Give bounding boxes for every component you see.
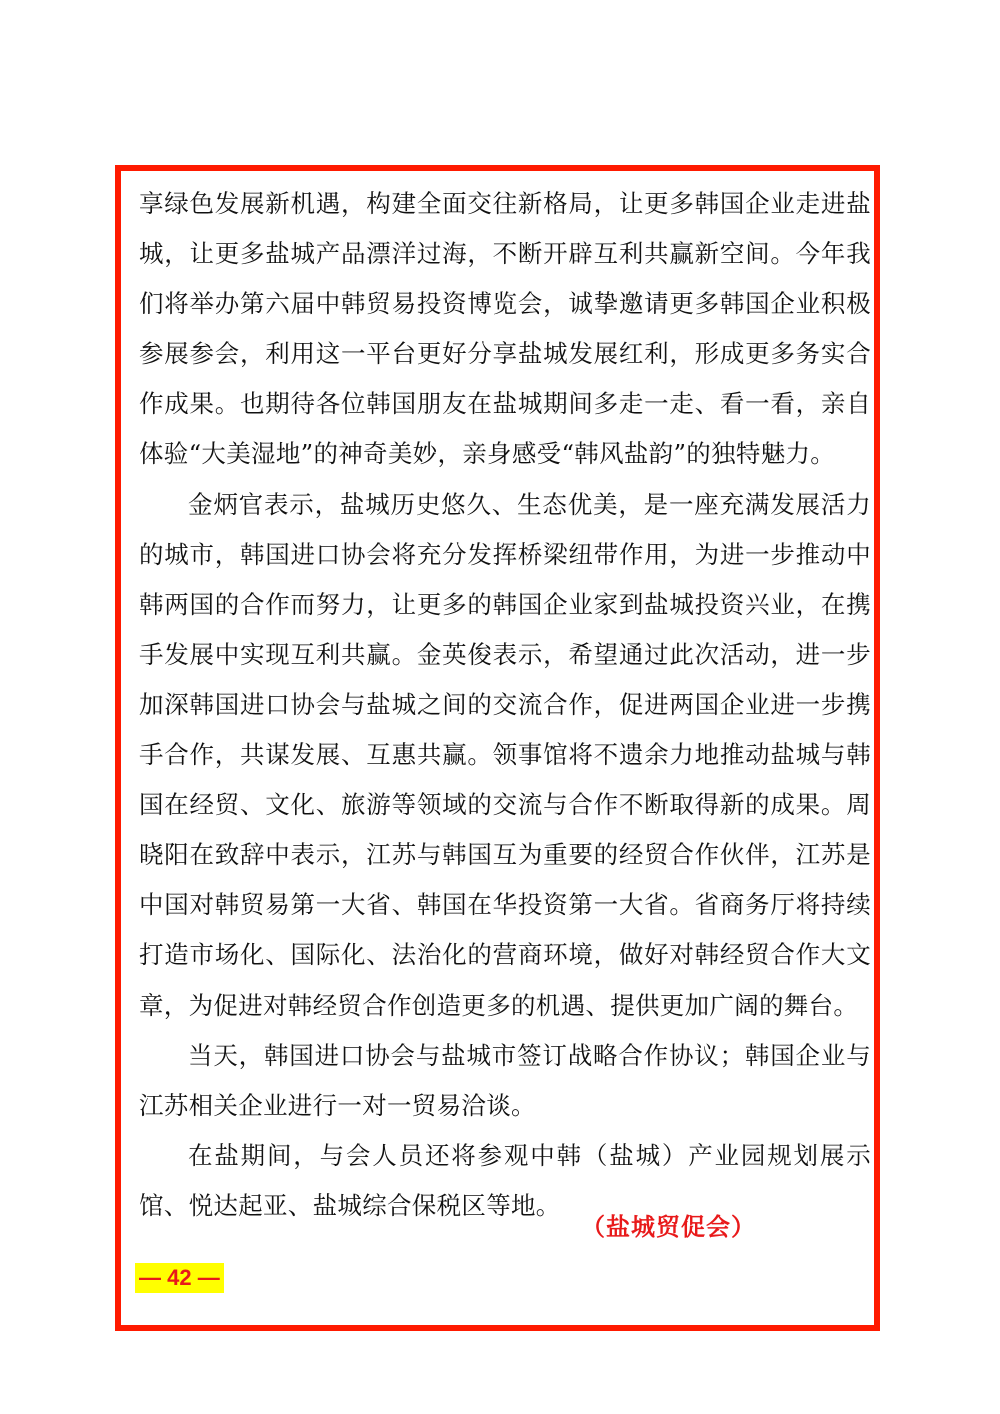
article-paragraph-4: 在盐期间，与会人员还将参观中韩（盐城）产业园规划展示馆、悦达起亚、盐城综合保税区等地。	[139, 1140, 871, 1220]
red-border-frame	[115, 165, 880, 1331]
article-body	[139, 179, 871, 1231]
article-source: （盐城贸促会）	[581, 1212, 756, 1241]
page-number: — 42 —	[135, 1263, 224, 1293]
article-paragraph-1: 享绿色发展新机遇，构建全面交往新格局，让更多韩国企业走进盐城，让更多盐城产品漂洋过海，不断开辟互利共赢新空间。今年我们将举办第六届中韩贸易投资博览会，诚挚邀请更多韩国企业积极参展参会，利用这一平台更好分享盐城发展红利，形成更多务实合作成果。也期待各位韩国朋友在盐城期间多走一走、看一看，亲自体验“大美湿地”的神奇美妙，亲身感受“韩风盐韵”的独特魅力。	[139, 189, 871, 469]
article-paragraph-3: 当天，韩国进口协会与盐城市签订战略合作协议；韩国企业与江苏相关企业进行一对一贸易洽谈。	[139, 1040, 871, 1120]
article-paragraph-2: 金炳官表示，盐城历史悠久、生态优美，是一座充满发展活力的城市，韩国进口协会将充分发挥桥梁纽带作用，为进一步推动中韩两国的合作而努力，让更多的韩国企业家到盐城投资兴业，在携手发展中实现互利共赢。金英俊表示，希望通过此次活动，进一步加深韩国进口协会与盐城之间的交流合作，促进两国企业进一步携手合作，共谋发展、互惠共赢。领事馆将不遗余力地推动盐城与韩国在经贸、文化、旅游等领域的交流与合作不断取得新的成果。周晓阳在致辞中表示，江苏与韩国互为重要的经贸合作伙伴，江苏是中国对韩贸易第一大省、韩国在华投资第一大省。省商务厅将持续打造市场化、国际化、法治化的营商环境，做好对韩经贸合作大文章，为促进对韩经贸合作创造更多的机遇、提供更加广阔的舞台。	[139, 489, 871, 1020]
